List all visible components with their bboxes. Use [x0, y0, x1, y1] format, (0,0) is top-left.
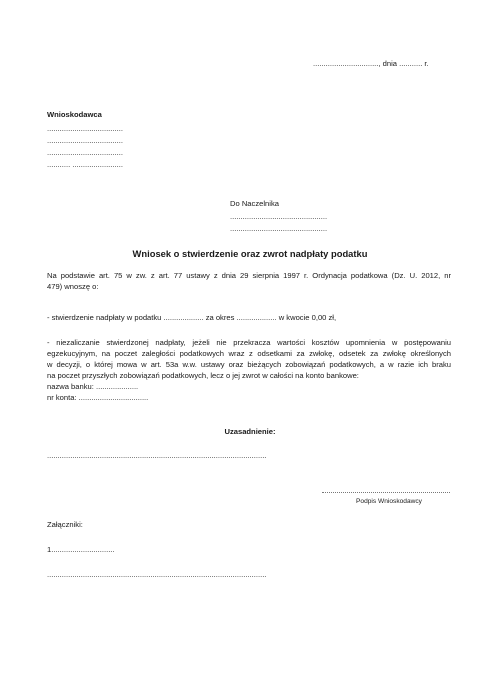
- document-title: Wniosek o stwierdzenie oraz zwrot nadpłaty podatku: [132, 248, 368, 259]
- intro-line: 479) wnoszę o:: [47, 282, 99, 291]
- place-date-line: ..............................., dnia ........... r.: [313, 59, 429, 68]
- point2-line: egzekucyjnym, na poczet zaległości podatkowych wraz z odsetkami za zwłokę, odsetek za zwłokę określonych: [47, 349, 451, 358]
- applicant-line: ........... ........................: [47, 160, 123, 169]
- applicant-line: ....................................: [47, 136, 123, 145]
- justification-line: ........................................................................................................: [47, 451, 267, 460]
- applicant-line: ....................................: [47, 148, 123, 157]
- request-point-1: - stwierdzenie nadpłaty w podatku ................... za okres ................... w kwocie 0,00 zł,: [47, 313, 337, 322]
- signature-label: Podpis Wnioskodawcy: [356, 498, 422, 505]
- point2-line: na poczet przyszłych zobowiązań podatkowych, lecz o jej zwrot w całości na konto bankowe:: [47, 371, 359, 380]
- intro-paragraph: [47, 270, 451, 292]
- intro-line: Na podstawie art. 75 w zw. z art. 77 ustawy z dnia 29 sierpnia 1997 r. Ordynacja podatkowa (Dz. U. 2012, nr: [47, 271, 451, 280]
- addressee-line: ..............................................: [230, 224, 328, 233]
- applicant-heading: Wnioskodawca: [47, 110, 102, 119]
- account-number-line: nr konta: .................................: [47, 393, 149, 402]
- request-point-2: [47, 337, 451, 381]
- bank-name-line: nazwa banku: ....................: [47, 382, 139, 391]
- attachment-line: ........................................................................................................: [47, 570, 267, 579]
- addressee-line: ..............................................: [230, 212, 328, 221]
- attachments-heading: Załączniki:: [47, 520, 83, 529]
- signature-line: [322, 492, 450, 493]
- addressee-label: Do Naczelnika: [230, 199, 279, 208]
- applicant-line: ....................................: [47, 124, 123, 133]
- point2-line: w decyzji, o której mowa w art. 53a w.w. ustawy oraz bieżących zobowiązań podatkowych, a w razie ich braku: [47, 360, 451, 369]
- justification-heading: Uzasadnienie:: [224, 427, 276, 436]
- point2-line: - niezaliczanie stwierdzonej nadpłaty, jeżeli nie przekracza wartości kosztów upomnienia w postępowaniu: [47, 338, 451, 347]
- attachment-item-1: 1..............................: [47, 545, 115, 554]
